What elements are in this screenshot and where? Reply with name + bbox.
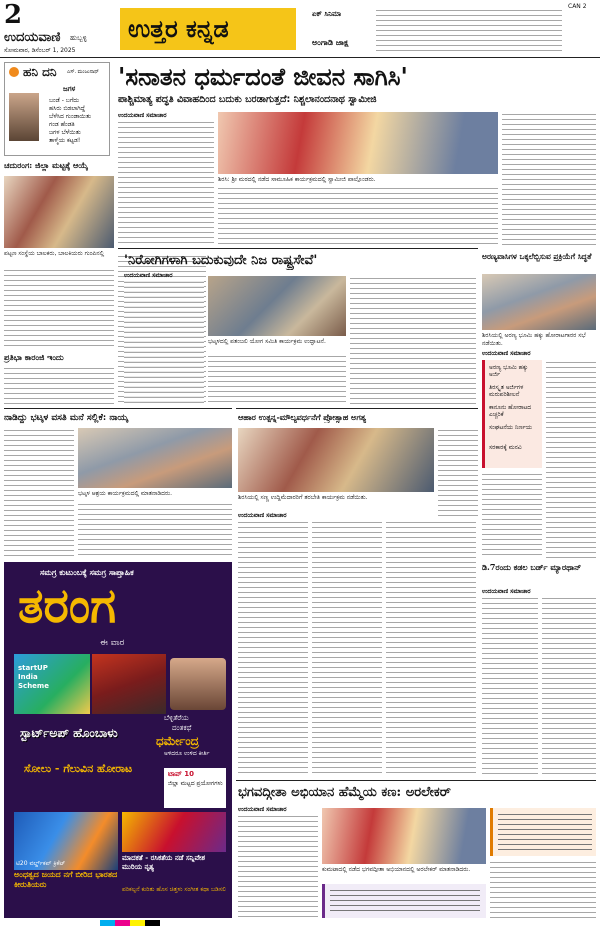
- food-body-3: [386, 520, 476, 776]
- mid-body-2: [208, 354, 346, 404]
- ad-startup-cover: [14, 654, 90, 714]
- food-dateline: ಉದಯವಾಣಿ ಸಮಾಚಾರ: [238, 512, 287, 519]
- gita-headline: ಭಗವದ್ಗೀತಾ ಅಭಿಯಾನ ಹೆಮ್ಮೆಯ ಕಣ: ಅರಲೇಕರ್: [238, 785, 451, 800]
- food-caption: ಶಿರಸಿಯಲ್ಲಿ ಸಣ್ಣ ಉದ್ದಿಮೆದಾರರಿಗೆ ತರಬೇತಿ ಕಾರ್ಯಕ್ರಮ ನಡೆಯಿತು.: [238, 494, 368, 501]
- lead-photo: [218, 112, 498, 174]
- corner-tag: CAN 2: [568, 3, 587, 10]
- side-badge-1: ಟಾಪ್ 10: [168, 770, 194, 778]
- jagala-title: ಜಗಳ: [63, 85, 76, 93]
- right-dateline: ಉದಯವಾಣಿ ಸಮಾಚಾರ: [482, 350, 531, 357]
- food-body-1: [238, 520, 308, 776]
- jagala-line-5: ಜಗಳ ಬೆಳೆಯಿತು: [49, 129, 81, 136]
- city: ಹುಬ್ಬಳ್ಳಿ: [70, 34, 87, 42]
- side-badge: [164, 768, 226, 808]
- mid-caption: ಭಟ್ಕಳದಲ್ಲಿ ಪತಂಜಲಿ ಯೋಗ ಸಮಿತಿ ಕಾರ್ಯಕ್ರಮ ಉದ್ಘಾಟನೆ.: [208, 338, 326, 345]
- bhatkal-photo: [78, 428, 232, 488]
- gita-dateline: ಉದಯವಾಣಿ ಸಮಾಚಾರ: [238, 806, 287, 813]
- right-photo: [482, 274, 596, 330]
- food-body-4: [438, 428, 478, 516]
- sports-headline: ಚದುರಂಗ: ಜಿಲ್ಲಾ ಮಟ್ಟಕ್ಕೆ ಆಯ್ಕೆ: [4, 160, 88, 170]
- lead-body-3: [502, 112, 596, 246]
- masthead-rule: [0, 57, 600, 58]
- haniyani-title: ಹನಿ ದನಿ: [23, 65, 57, 79]
- december-dateline: ಉದಯವಾಣಿ ಸಮಾಚಾರ: [482, 588, 531, 595]
- promo-small: ಏಕ್ ಸಿನಿಮಾ: [312, 10, 342, 18]
- cover-headline-2: ಸೋಲು - ಗೆಲುವಿನ ಹೋರಾಟ: [24, 762, 133, 775]
- mid-body-3: [350, 276, 476, 404]
- section-title: ಉತ್ತರ ಕನ್ನಡ: [128, 14, 229, 43]
- right-body-2: [482, 472, 542, 558]
- cricket-tag: ಟಿ20 ವರ್ಲ್ಡ್‌ಕಪ್ ಕ್ರಿಕೆಟ್: [16, 860, 66, 867]
- food-headline-ad: ಮಾದಕತೆ - ರಸಿಕತೆಯ ನಡೆ ಸನ್ನಿವೇಶ ಮುರಿಯ ನೃತ್ಯ: [122, 854, 206, 871]
- gita-body-2: [490, 860, 596, 918]
- fact-4: ಸಂಘಟನೆಯ ನಿರ್ಣಯ: [489, 424, 533, 431]
- lead-body-1: [118, 120, 214, 246]
- gita-sidebar-lines: [498, 812, 592, 852]
- right-body: [546, 360, 596, 560]
- bhatkal-body-2: [78, 502, 232, 558]
- right-factbox: [482, 360, 542, 468]
- food-photo: [238, 428, 434, 492]
- jagala-line-1: ಬಂಡೆ - ಬಗೆದು: [49, 97, 80, 104]
- page-number: 2: [4, 0, 23, 30]
- bhatkal-rule: [4, 408, 232, 409]
- ad-tribute-photo: [92, 654, 166, 714]
- mid-headline: 'ನಿರೋಗಿಗಳಾಗಿ ಬದುಕುವುದೇ ನಿಜ ರಾಷ್ಟ್ರಸೇವೆ': [124, 253, 318, 268]
- lead-caption: ಶಿರಸಿ: ಶ್ರೀ ಮಠದಲ್ಲಿ ನಡೆದ ಸಾಮೂಹಿಕ ಕಾರ್ಯಕ್ರಮದಲ್ಲಿ ಸ್ವಾಮೀಜಿ ಪಾಲ್ಗೊಂಡರು.: [218, 176, 376, 183]
- fact-5: ಸರಕಾರಕ್ಕೆ ಮನವಿ: [489, 444, 522, 451]
- jagala-line-2: ಹಸಿರು ಬಿಡಲಾಗಿದ್ದೆ: [49, 105, 86, 112]
- cricket-headline: ಅಂಧತ್ವದ ಜಯದ ನಗೆ ಬೀರಿದ ಭಾರತದ ಕೀರುತಿಯರು: [14, 870, 118, 889]
- mid-photo: [208, 276, 346, 336]
- bhatkal-headline: ನಾಡಿದ್ದು ಭಟ್ಕಳ ವಸತಿ ಮನೆ ಸಲ್ಲಿಕೆ: ನಾಯ್ಕ: [4, 413, 129, 423]
- tribute-line2: ದಂತಕಥೆ: [172, 724, 192, 732]
- bhatkal-caption: ಭಟ್ಕಳ ಆಶ್ರಯ ಕಾರ್ಯಕ್ರಮದಲ್ಲಿ ಮಾತನಾಡಿದರು.: [78, 490, 173, 497]
- promo-text: [376, 8, 562, 52]
- food-headline: ಆಹಾರ ಉತ್ಪನ್ನ-ಮೌಲ್ಯವರ್ಧನೆಗೆ ಪ್ರೋತ್ಸಾಹ ಅಗತ್ಯ: [238, 412, 366, 422]
- ad-footer: ಪರಿಕಲ್ಪನೆ ಕುರಿತು ಹೊಸ ಚಿತ್ತಳು ಸಂಗೀತ ಕಥಾ ಬಡಿಸಲಿ: [122, 886, 226, 893]
- lead-dateline: ಉದಯವಾಣಿ ಸಮಾಚಾರ: [118, 112, 167, 119]
- sports-photo: [4, 176, 114, 248]
- mid-body-1: [124, 280, 204, 404]
- jagala-line-4: ಗಂಡ ಹೆಂಡತಿ: [49, 121, 75, 128]
- lead-body-2: [218, 186, 498, 246]
- ad-tagline: ಸಮಗ್ರ ಕುಟುಂಬಕ್ಕೆ ಸಮಗ್ರ ಸಾಪ್ತಾಹಿಕ: [40, 568, 134, 577]
- food-rule: [236, 408, 478, 409]
- side-badge-2: ಜಿಲ್ಲಾ ಮಟ್ಟದ ಪ್ರಯೋಗಗಳು: [168, 780, 223, 787]
- mid-rule: [118, 248, 478, 249]
- december-body-2: [542, 596, 596, 776]
- gita-photo: [322, 808, 486, 864]
- masthead: [0, 0, 600, 58]
- ad-title: ತರಂಗ: [18, 578, 117, 634]
- bhatkal-body-1: [4, 428, 74, 558]
- haniyani-icon: [9, 67, 19, 77]
- ad-actor-photo: [170, 658, 226, 710]
- jagala-line-3: ಬೆಳೆಸಿದ ಗುಂಡಾಯಿತು: [49, 113, 92, 120]
- sports-caption: ಪಟ್ಟಣ ಸಂಸ್ಥೆಯ ಬಾಲಕರು, ಬಾಲಕಿಯರು ಗುಂಪಿನಲ್ಲಿ: [4, 250, 105, 257]
- right-headline: ಅರಣ್ಯವಾಸಿಗಳ ಒಕ್ಕಲೆಬ್ಬಿಸುವ ಪ್ರಕ್ರಿಯೆಗೆ ಸಿದ್ಧತೆ: [482, 252, 592, 261]
- december-headline: ಡಿ.7ರಂದು ಕಡಲ ಬರ್ಡ್ ಮ್ಯಾರಥಾನ್: [482, 562, 582, 572]
- december-body-1: [482, 596, 538, 776]
- dance-photo: [122, 812, 226, 852]
- tribute-line1: ಬೆಳ್ಳಿತೆರೆಯ: [164, 714, 189, 722]
- lead-headline: 'ಸನಾತನ ಧರ್ಮದಂತೆ ಜೀವನ ಸಾಗಿಸಿ': [118, 62, 408, 91]
- lead-subheadline: ಪಾಶ್ಚಿಮಾತ್ಯ ಪದ್ಧತಿ ವಿವಾಹದಿಂದ ಬದುಕು ಬರಡಾಗುತ್ತದೆ: ನಿಶ್ಚಲಾನಂದನಾಥ ಸ್ವಾಮೀಜಿ: [118, 94, 377, 105]
- food-body-2: [312, 520, 382, 776]
- fact-2: ತಿರಸ್ಕೃತ ಅರ್ಜಿಗಳ ಮರುಪರಿಶೀಲನೆ: [489, 384, 524, 398]
- tribute-line3: ಅಳಿದರೂ ಉಳಿದ ಕೀರ್ತಿ: [164, 750, 210, 757]
- poet-avatar: [9, 93, 39, 141]
- jagala-line-6: ತಾಳ್ಮೆಯ ಕಟ್ಟಡ!: [49, 137, 81, 144]
- pratibha-headline: ಪ್ರತಿಭಾ ಕಾರಂಜಿ ಇಂದು: [4, 352, 64, 362]
- pratibha-body: [4, 366, 114, 406]
- paper-name: ಉದಯವಾಣಿ: [4, 30, 61, 45]
- startup-label: startUP India Scheme: [18, 664, 49, 690]
- gita-caption: ಕುಮಟಾದಲ್ಲಿ ನಡೆದ ಭಗವದ್ಗೀತಾ ಅಭಿಯಾನದಲ್ಲಿ ಅರಲೇಕರ್ ಮಾತನಾಡಿದರು.: [322, 866, 471, 873]
- tharanga-ad[interactable]: [4, 562, 232, 918]
- gita-quote-lines: [330, 888, 480, 914]
- promo-name: ಅಂಗಾಡಿ ಜಾಕ್ಷ: [312, 38, 349, 47]
- haniyani-author: ಎಸ್. ಮಂಜುನಾಥ್: [67, 69, 99, 75]
- mid-dateline: ಉದಯವಾಣಿ ಸಮಾಚಾರ: [124, 272, 173, 279]
- cover-headline-1: ಸ್ಟಾರ್ಟ್‌ಅಪ್ ಹೊಂಬಾಳು: [20, 726, 118, 740]
- fact-3: ಕಾನೂನು ಹೋರಾಟದ ಎಚ್ಚರಿಕೆ: [489, 404, 532, 418]
- gita-rule: [236, 780, 596, 781]
- haniyani-box: [4, 62, 110, 156]
- ad-issue: ಈ ವಾರ: [100, 638, 125, 648]
- color-registration-bar: [100, 920, 160, 926]
- right-caption: ಶಿರಸಿಯಲ್ಲಿ ಅರಣ್ಯ ಭೂಮಿ ಹಕ್ಕು ಹೋರಾಟಗಾರರ ಸಭೆ ನಡೆಯಿತು.: [482, 332, 586, 347]
- tribute-name: ಧರ್ಮೇಂದ್ರ: [156, 734, 199, 748]
- gita-body-1: [238, 814, 318, 918]
- sports-body: [4, 268, 114, 348]
- fact-1: ಅರಣ್ಯ ಭೂಮಿ ಹಕ್ಕು ಅರ್ಜಿ: [489, 364, 529, 378]
- date-line: ಸೋಮವಾರ, ಡಿಸೆಂಬರ್ 1, 2025: [4, 47, 76, 54]
